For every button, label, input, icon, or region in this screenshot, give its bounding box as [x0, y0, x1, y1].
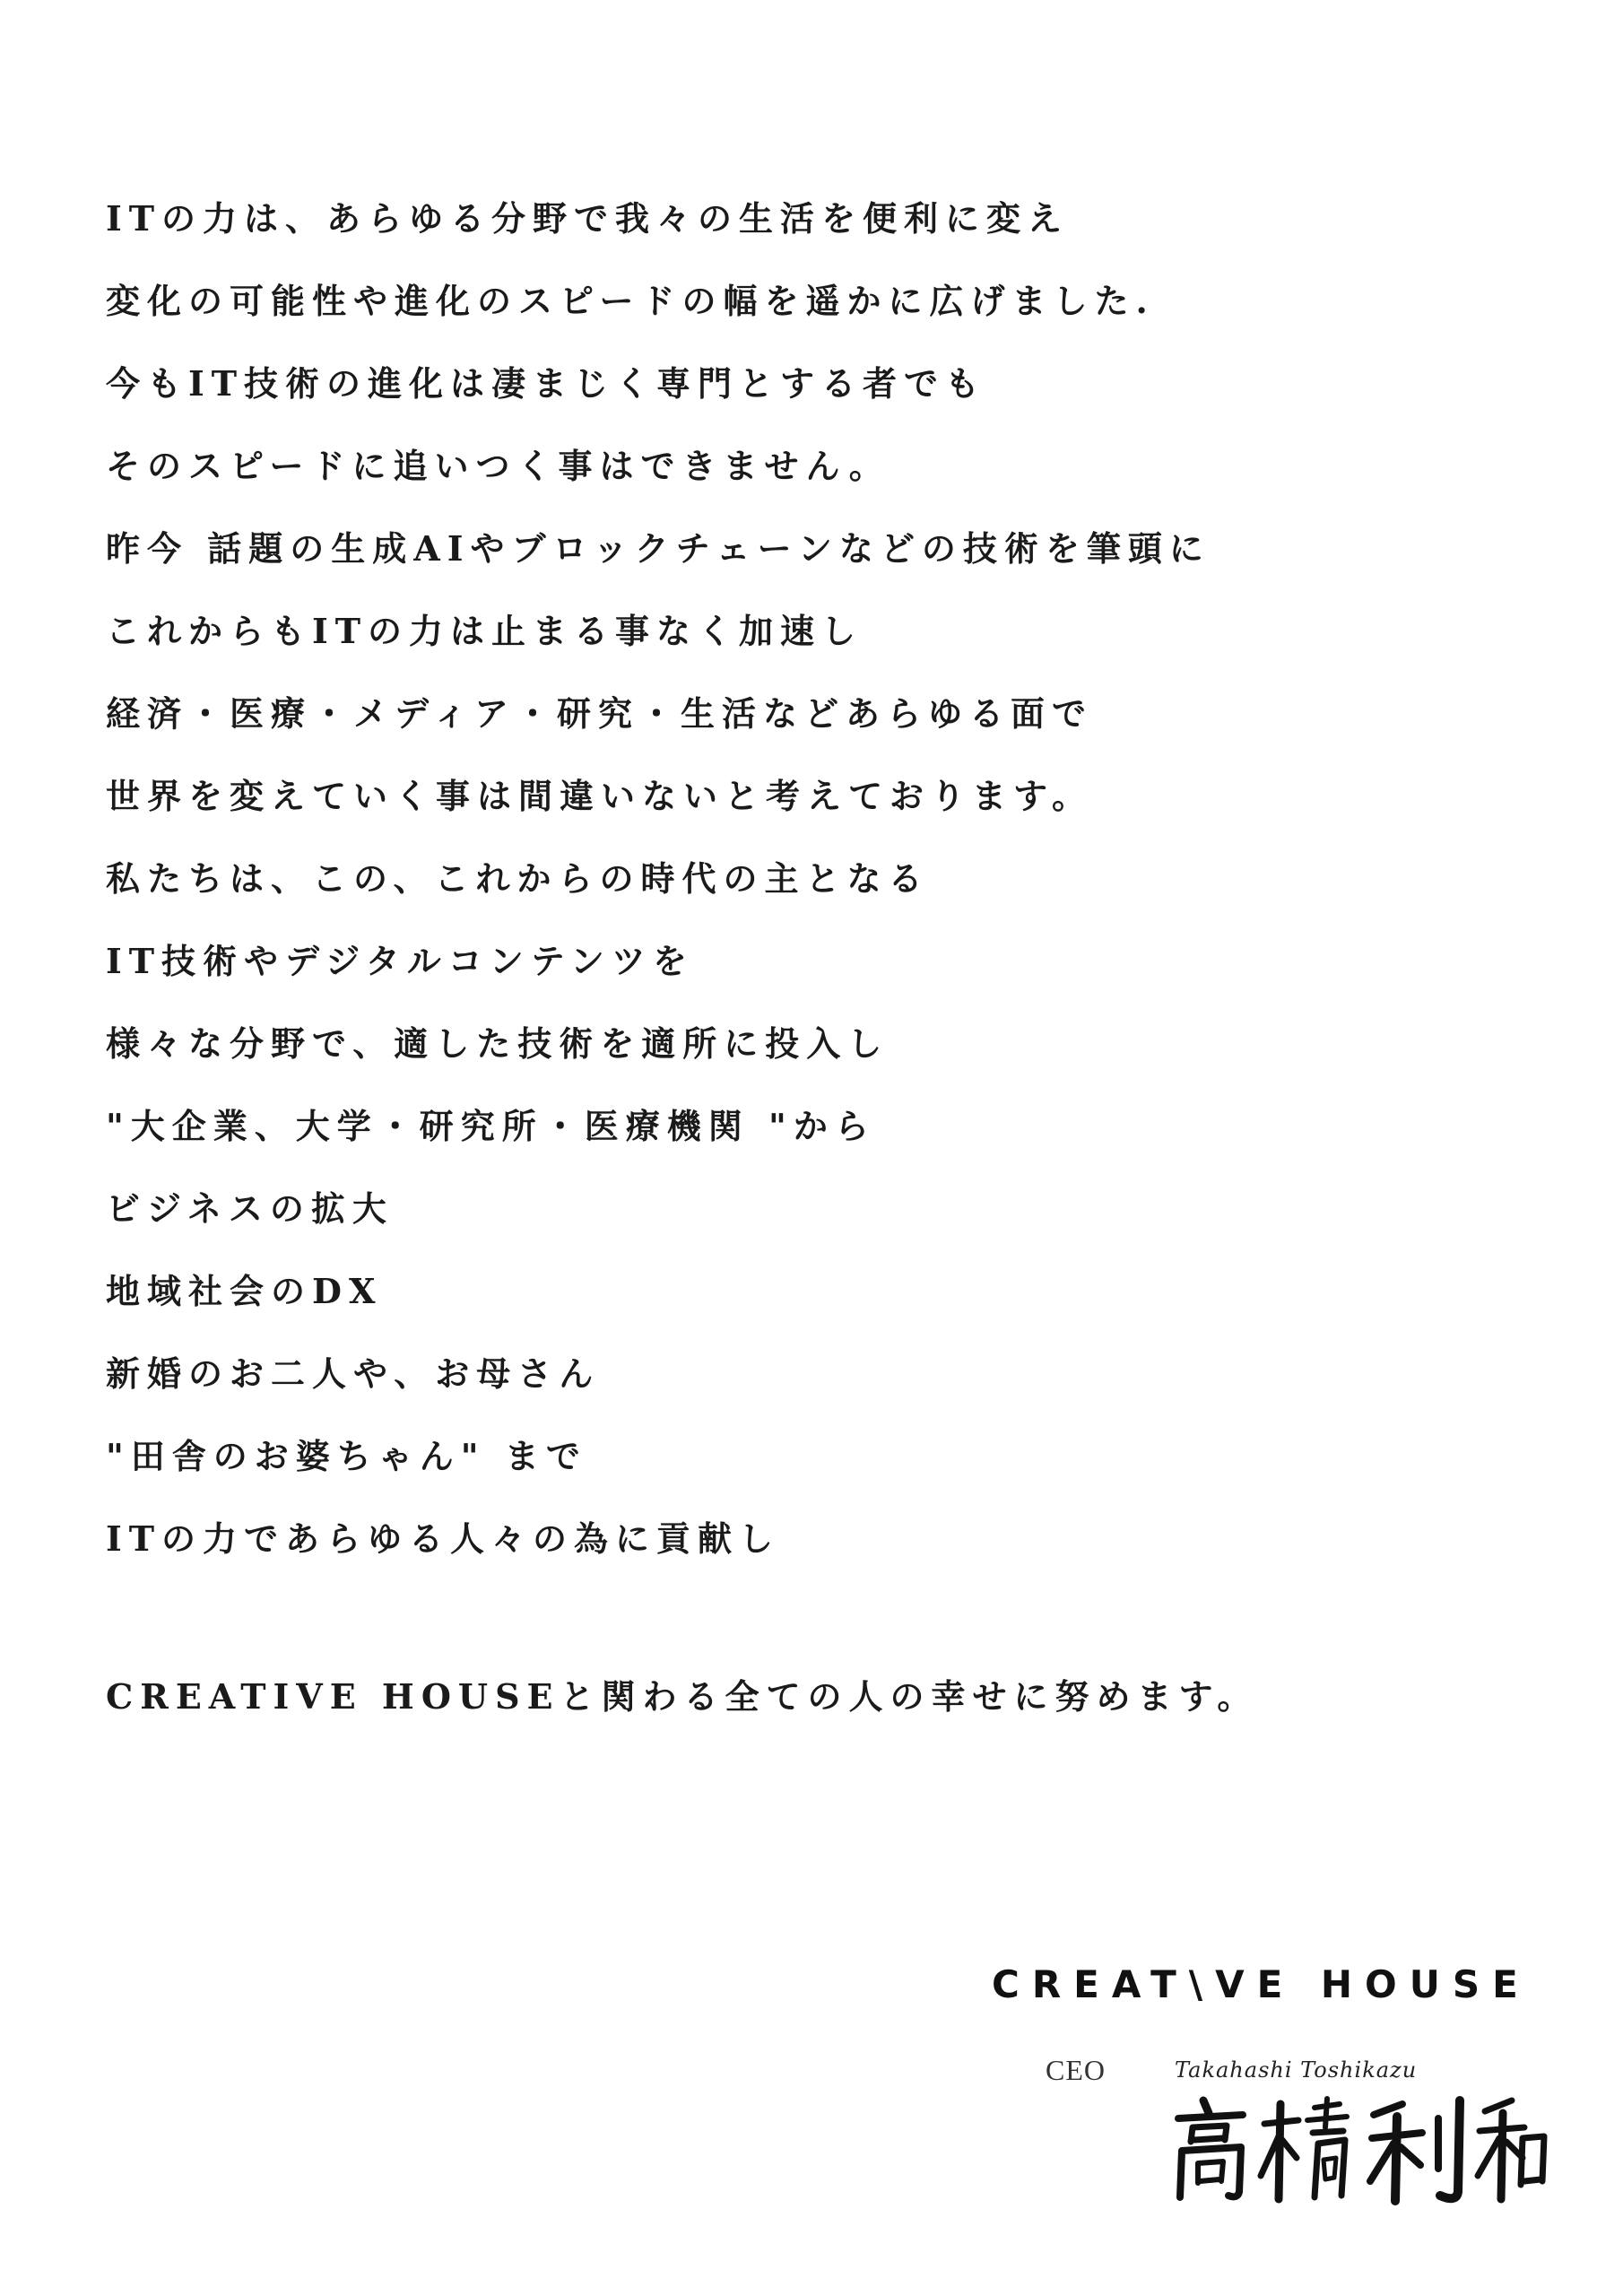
signature-brush-icon [1171, 2092, 1548, 2208]
message-line: ITの力は、あらゆる分野で我々の生活を便利に変え [106, 198, 1070, 239]
message-line: これからもITの力は止まる事なく加速し [106, 611, 864, 651]
brand-logo: CREAT\VE HOUSE [992, 1962, 1531, 2006]
signature-romaji: Takahashi Toshikazu [1175, 2057, 1418, 2083]
message-line: "大企業、大学・研究所・医療機関 "から [106, 1106, 876, 1146]
message-line: 様々な分野で、適した技術を適所に投入し [106, 1023, 890, 1064]
closing-line: CREATIVE HOUSEと関わる全ての人の幸せに努めます。 [106, 1676, 1259, 1717]
message-line: そのスピードに追いつく事はできません。 [106, 446, 890, 486]
handwritten-signature [1171, 2092, 1548, 2208]
message-line: ITの力であらゆる人々の為に貢献し [106, 1518, 781, 1559]
message-line: "田舎のお婆ちゃん" まで [106, 1436, 587, 1476]
message-line: ビジネスの拡大 [106, 1188, 394, 1229]
message-line: 変化の可能性や進化のスピードの幅を遥かに広げました. [106, 281, 1155, 321]
message-line: 私たちは、この、これからの時代の主となる [106, 858, 930, 899]
ceo-label: CEO [1046, 2054, 1106, 2086]
message-line: 経済・医療・メディア・研究・生活などあらゆる面で [106, 693, 1093, 734]
message-line: 今もIT技術の進化は凄まじく専門とする者でも [106, 363, 987, 404]
message-line: 新婚のお二人や、お母さん [106, 1353, 601, 1394]
message-line: 世界を変えていく事は間違いないと考えております。 [106, 776, 1093, 816]
message-body [106, 192, 1361, 1752]
message-line: 昨今 話題の生成AIやブロックチェーンなどの技術を筆頭に [106, 528, 1211, 569]
message-line: IT技術やデジタルコンテンツを [106, 941, 694, 981]
message-line: 地域社会のDX [106, 1271, 383, 1311]
